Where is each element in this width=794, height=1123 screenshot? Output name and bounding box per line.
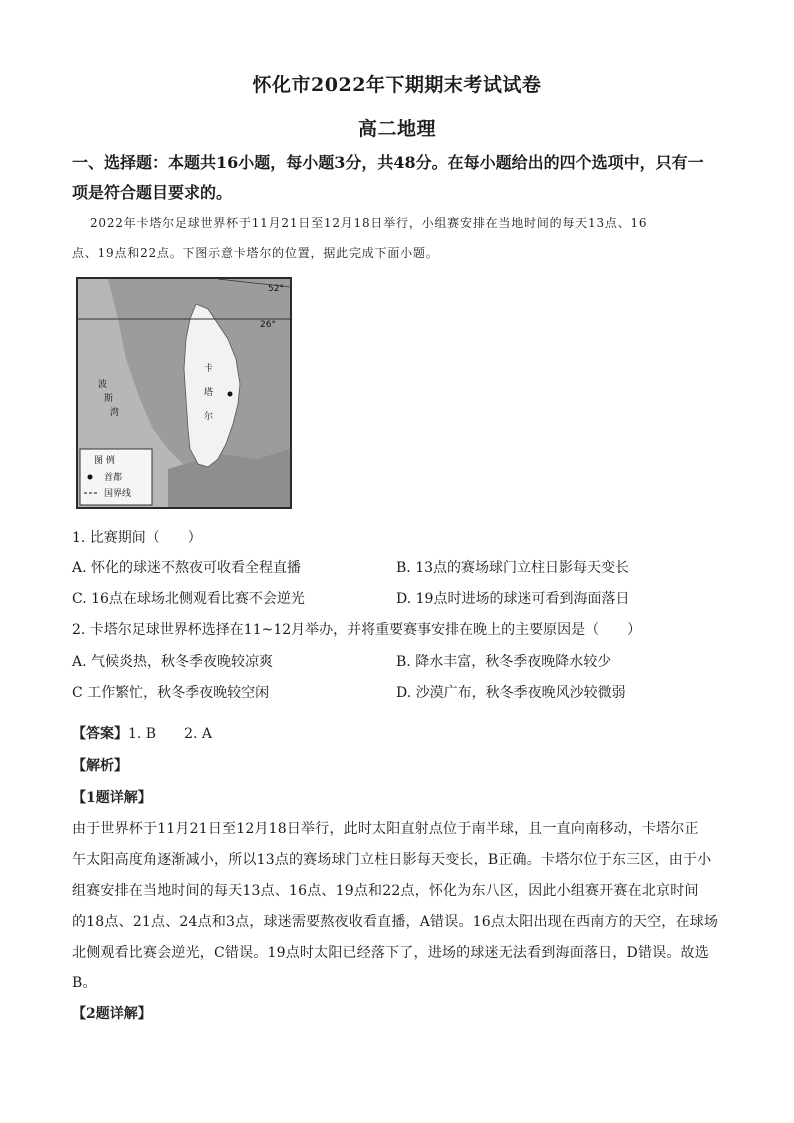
q1-detail-line: 北侧观看比赛会逆光，C错误。19点时太阳已经落下了，进场的球迷无法看到海面落日，D错误。故选	[72, 945, 709, 961]
legend-capital-symbol	[88, 475, 93, 480]
legend-title: 图 例	[94, 456, 115, 466]
section-heading-line1: 一、选择题：本题共16小题，每小题3分，共48分。在每小题给出的四个选项中，只有一	[72, 153, 704, 172]
q1-detail-label: 【1题详解】	[72, 790, 152, 806]
intro-line1: 2022年卡塔尔足球世界杯于11月21日至12月18日举行，小组赛安排在当地时间的每天13点、16	[90, 216, 648, 230]
sea-label-2: 斯	[104, 394, 114, 404]
lat-mid-label: 26°	[260, 320, 276, 330]
legend-capital-label: 首都	[104, 473, 123, 483]
sea-label-3: 湾	[110, 408, 120, 418]
q1-stem: 1. 比赛期间（ ）	[72, 530, 202, 546]
sea-label-1: 波	[98, 380, 108, 390]
legend-border-label: 国界线	[104, 489, 132, 499]
answer-line	[72, 723, 212, 743]
capital-marker	[228, 392, 233, 397]
country-label-2: 塔	[204, 388, 214, 398]
country-label-1: 卡	[204, 364, 214, 374]
q2-option-b: B. 降水丰富，秋冬季夜晚降水较少	[396, 654, 612, 670]
analysis-label: 【解析】	[72, 758, 128, 774]
page-subtitle: 高二地理	[357, 118, 436, 140]
lat-top-label: 52°	[268, 284, 284, 294]
intro-line2: 点、19点和22点。下图示意卡塔尔的位置，据此完成下面小题。	[72, 246, 439, 260]
q1-detail-line: 组赛安排在当地时间的每天13点、16点、19点和22点，怀化为东八区，因此小组赛开赛在北京时间	[72, 883, 699, 899]
q1-option-b: B. 13点的赛场球门立柱日影每天变长	[396, 560, 630, 576]
q1-detail-line: B。	[72, 975, 97, 991]
section-heading-line2: 项是符合题目要求的。	[72, 183, 233, 202]
q1-option-a: A. 怀化的球迷不熬夜可收看全程直播	[72, 560, 302, 576]
country-label-3: 尔	[204, 412, 214, 422]
q1-detail-line: 午太阳高度角逐渐减小，所以13点的赛场球门立柱日影每天变长，B正确。卡塔尔位于东三区，由于小	[72, 852, 712, 868]
q1-option-d: D. 19点时进场的球迷可看到海面落日	[396, 591, 630, 607]
page-title: 怀化市2022年下期期末考试试卷	[252, 74, 542, 96]
q2-option-d: D. 沙漠广布，秋冬季夜晚风沙较微弱	[396, 685, 626, 701]
q2-option-a: A. 气候炎热，秋冬季夜晚较凉爽	[72, 654, 274, 670]
answer-label: 【答案】	[72, 726, 128, 742]
q1-detail-line: 的18点、21点、24点和3点，球迷需要熬夜收看直播，A错误。16点太阳出现在西南方的天空，在球场	[72, 914, 719, 930]
answer-value: 1. B 2. A	[128, 726, 213, 742]
q2-detail-label: 【2题详解】	[72, 1006, 152, 1022]
q1-detail-line: 由于世界杯于11月21日至12月18日举行，此时太阳直射点位于南半球，且一直向南移动，卡塔尔正	[72, 821, 699, 837]
q2-stem: 2. 卡塔尔足球世界杯选择在11~12月举办，并将重要赛事安排在晚上的主要原因是（ ）	[72, 622, 642, 638]
q1-option-c: C. 16点在球场北侧观看比赛不会逆光	[72, 591, 305, 607]
qatar-location-map	[76, 277, 292, 509]
q2-option-c: C 工作繁忙，秋冬季夜晚较空闲	[72, 685, 270, 701]
